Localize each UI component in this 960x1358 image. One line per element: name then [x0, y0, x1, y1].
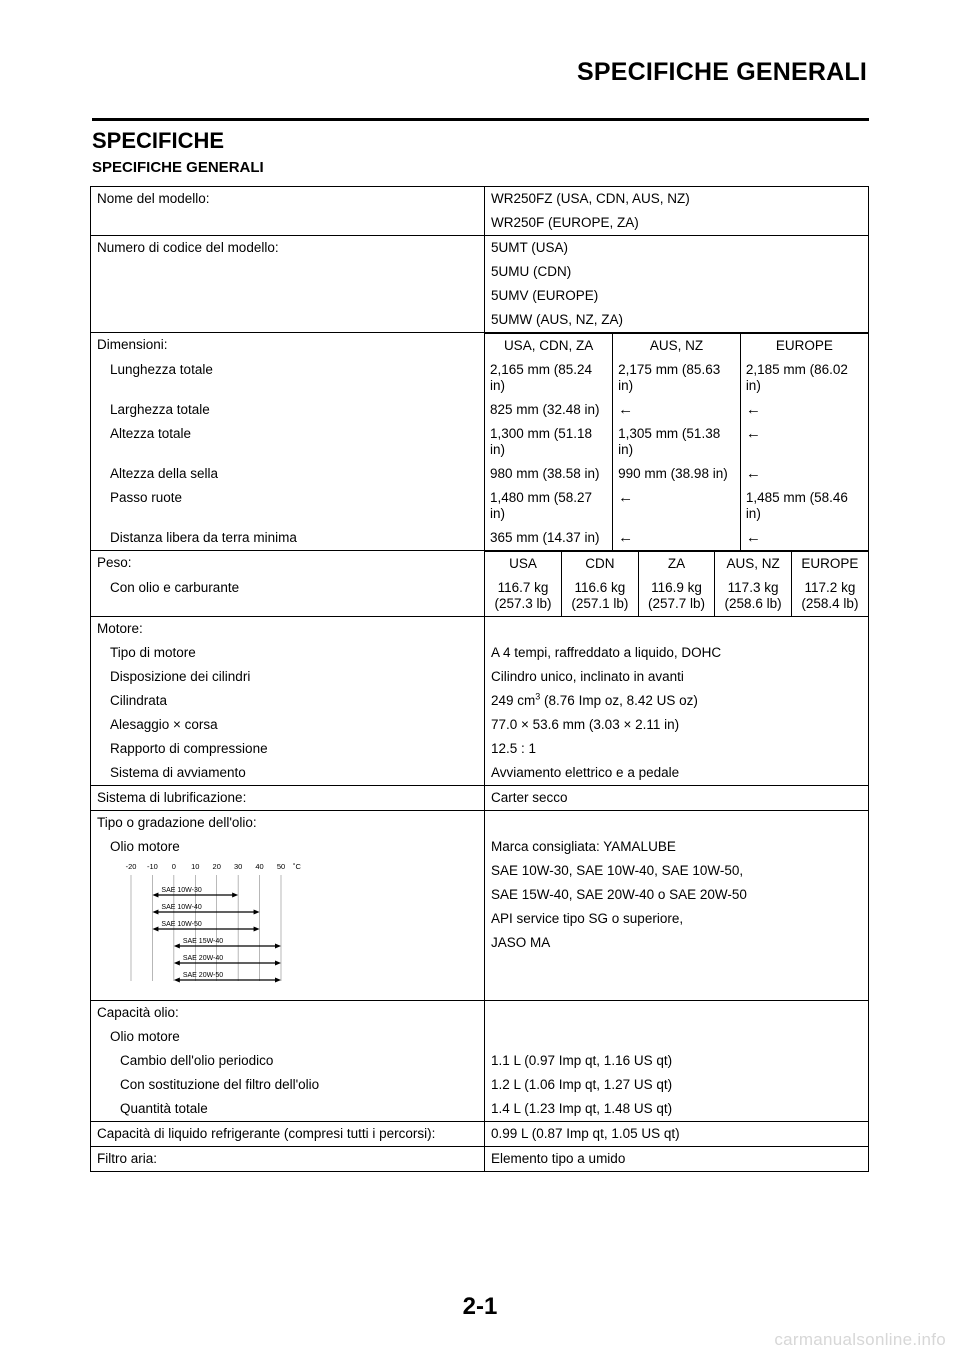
weight-cell: 116.6 kg (257.1 lb) [562, 576, 639, 616]
engine-row [91, 737, 869, 761]
spec-table [90, 186, 869, 1172]
lubrication-row [91, 786, 869, 811]
oil-type-row [91, 835, 869, 1001]
code-value: 5UMT (USA) [491, 240, 569, 255]
dimensions-cell: 2,185 mm (86.02 in) [740, 358, 868, 398]
oil-type-line: JASO MA [491, 935, 551, 950]
model-row [91, 187, 869, 212]
weight-cell: 117.2 kg (258.4 lb) [791, 576, 868, 616]
weight-col-header: EUROPE [791, 552, 868, 577]
weight-col-header: ZA [638, 552, 715, 577]
engine-row [91, 761, 869, 786]
page-number: 2-1 [462, 1293, 498, 1320]
model-value: WR250FZ (USA, CDN, AUS, NZ) [491, 191, 690, 206]
dimensions-row-label: Passo ruote [110, 490, 183, 505]
dimensions-row-label: Distanza libera da terra minima [110, 530, 297, 545]
dimensions-row [91, 422, 869, 462]
chart-range-arrow-left [174, 961, 180, 966]
chart-range-arrow-left [174, 944, 180, 949]
oil-type-line: Marca consigliata: YAMALUBE [491, 839, 676, 854]
dimensions-col-header: USA, CDN, ZA [485, 334, 613, 359]
code-value: 5UMU (CDN) [491, 264, 572, 279]
chart-range-arrow-right [275, 944, 281, 949]
oil-capacity-header-row [91, 1001, 869, 1026]
engine-row-value: A 4 tempi, raffreddato a liquido, DOHC [491, 645, 722, 660]
same-as-left-arrow-icon: ← [613, 398, 741, 422]
chart-tick-label: 10 [191, 862, 200, 871]
dimensions-row [91, 462, 869, 486]
engine-row-value: Cilindro unico, inclinato in avanti [491, 669, 684, 684]
engine-label: Motore: [97, 621, 143, 636]
chart-range-arrow-left [152, 910, 158, 915]
section-subtitle: SPECIFICHE GENERALI [92, 159, 264, 176]
oil-type-header-row [91, 811, 869, 836]
oil-type-sub-label: Olio motore [110, 839, 180, 854]
oil-capacity-row [91, 1097, 869, 1122]
dimensions-label: Dimensioni: [97, 337, 168, 352]
code-label: Numero di codice del modello: [97, 240, 279, 255]
engine-row-label: Cilindrata [110, 693, 168, 708]
code-row [91, 236, 869, 261]
same-as-left-arrow-icon: ← [740, 462, 868, 486]
chart-series-label: SAE 20W-50 [182, 972, 224, 979]
oil-capacity-row-label: Con sostituzione del filtro dell'olio [120, 1077, 320, 1092]
engine-row [91, 713, 869, 737]
engine-row [91, 665, 869, 689]
dimensions-cell: 825 mm (32.48 in) [490, 402, 600, 417]
dimensions-col-header: EUROPE [740, 334, 868, 359]
engine-row [91, 641, 869, 665]
oil-type-line: API service tipo SG o superiore, [491, 911, 684, 926]
coolant-row [91, 1122, 869, 1147]
dimensions-cell: 1,480 mm (58.27 in) [490, 490, 593, 521]
dimensions-cell: 1,300 mm (51.18 in) [490, 426, 593, 457]
oil-capacity-row [91, 1049, 869, 1073]
engine-row-value: Avviamento elettrico e a pedale [491, 765, 680, 780]
dimensions-cell: 2,165 mm (85.24 in) [490, 362, 593, 393]
model-label: Nome del modello: [97, 191, 210, 206]
engine-row-label: Rapporto di compressione [110, 741, 268, 756]
dimensions-row-label: Altezza della sella [110, 466, 219, 481]
section-title: SPECIFICHE [92, 128, 225, 153]
oil-viscosity-chart-svg [111, 859, 331, 989]
oil-type-line: SAE 10W-30, SAE 10W-40, SAE 10W-50, [491, 863, 744, 878]
chart-series-label: SAE 10W-30 [161, 887, 202, 894]
dimensions-cell: 365 mm (14.37 in) [490, 530, 600, 545]
chart-series-label: SAE 20W-40 [182, 955, 224, 962]
oil-capacity-sub-label: Olio motore [110, 1029, 180, 1044]
lubrication-label: Sistema di lubrificazione: [97, 790, 247, 805]
dimensions-col-header: AUS, NZ [613, 334, 741, 359]
chart-range-arrow-left [152, 927, 158, 932]
oil-capacity-label: Capacità olio: [97, 1005, 179, 1020]
dimensions-row-label: Larghezza totale [110, 402, 210, 417]
chart-tick-label: -10 [147, 862, 158, 871]
same-as-left-arrow-icon: ← [613, 526, 741, 550]
same-as-left-arrow-icon: ← [740, 398, 868, 422]
weight-row [91, 576, 869, 617]
dimensions-header-row [91, 333, 869, 359]
air-filter-row [91, 1147, 869, 1172]
same-as-left-arrow-icon: ← [740, 422, 868, 462]
weight-cell: 116.9 kg (257.7 lb) [638, 576, 715, 616]
header-rule [92, 118, 869, 121]
code-value: 5UMV (EUROPE) [491, 288, 599, 303]
dimensions-cell: 1,485 mm (58.46 in) [740, 486, 868, 526]
coolant-value: 0.99 L (0.87 Imp qt, 1.05 US qt) [491, 1126, 680, 1141]
engine-row-value: 77.0 × 53.6 mm (3.03 × 2.11 in) [491, 717, 680, 732]
chart-tick-label: 0 [171, 862, 176, 871]
model-value: WR250F (EUROPE, ZA) [491, 215, 639, 230]
same-as-left-arrow-icon: ← [613, 486, 741, 526]
engine-row-label: Alesaggio × corsa [110, 717, 218, 732]
weight-label: Peso: [97, 555, 132, 570]
dimensions-cell: 990 mm (38.98 in) [613, 462, 741, 486]
weight-col-header: USA [485, 552, 562, 577]
dimensions-row-label: Lunghezza totale [110, 362, 213, 377]
chart-range-arrow-left [174, 978, 180, 983]
chart-tick-label: 50 [276, 862, 286, 871]
oil-capacity-row-value: 1.2 L (1.06 Imp qt, 1.27 US qt) [491, 1077, 673, 1092]
oil-capacity-row-label: Quantità totale [120, 1101, 208, 1116]
weight-col-header: CDN [562, 552, 639, 577]
weight-cell: 117.3 kg (258.6 lb) [715, 576, 792, 616]
dimensions-row-label: Altezza totale [110, 426, 192, 441]
engine-row [91, 689, 869, 713]
oil-capacity-row-value: 1.4 L (1.23 Imp qt, 1.48 US qt) [491, 1101, 673, 1116]
dimensions-cell: 980 mm (38.58 in) [490, 466, 600, 481]
code-value: 5UMW (AUS, NZ, ZA) [491, 312, 623, 327]
chart-range-arrow-left [152, 893, 158, 898]
dimensions-row [91, 526, 869, 551]
engine-row-value: 249 $cm^3$ (8.76 Imp oz, 8.42 US oz) [491, 691, 698, 708]
coolant-label: Capacità di liquido refrigerante (compresi tutti i percorsi): [97, 1126, 436, 1141]
chart-series-label: SAE 10W-50 [161, 921, 202, 928]
chart-range-arrow-right [254, 910, 260, 915]
engine-row-label: Sistema di avviamento [110, 765, 246, 780]
dimensions-cell: 2,175 mm (85.63 in) [613, 358, 741, 398]
chart-range-arrow-right [275, 978, 281, 983]
lubrication-value: Carter secco [491, 790, 568, 805]
dimensions-row [91, 398, 869, 422]
air-filter-value: Elemento tipo a umido [491, 1151, 626, 1166]
air-filter-label: Filtro aria: [97, 1151, 158, 1166]
chart-tick-label: -20 [125, 862, 137, 871]
weight-row-label: Con olio e carburante [110, 580, 240, 595]
oil-capacity-row [91, 1073, 869, 1097]
oil-capacity-row-label: Cambio dell'olio periodico [120, 1053, 274, 1068]
watermark: carmanualsonline.info [774, 1330, 946, 1349]
oil-type-line: SAE 15W-40, SAE 20W-40 o SAE 20W-50 [491, 887, 747, 902]
chart-tick-label: 40 [255, 862, 264, 871]
same-as-left-arrow-icon: ← [740, 526, 868, 550]
page-header-title: SPECIFICHE GENERALI [577, 58, 867, 86]
oil-viscosity-chart [91, 859, 484, 989]
engine-row-label: Tipo di motore [110, 645, 196, 660]
dimensions-cell: 1,305 mm (51.38 in) [613, 422, 741, 462]
oil-capacity-row-value: 1.1 L (0.97 Imp qt, 1.16 US qt) [491, 1053, 673, 1068]
engine-row-value: 12.5 : 1 [491, 741, 537, 756]
chart-range-arrow-right [232, 893, 238, 898]
engine-row-label: Disposizione dei cilindri [110, 669, 251, 684]
oil-type-label: Tipo o gradazione dell'olio: [97, 815, 257, 830]
engine-header-row [91, 617, 869, 642]
chart-tick-label: 20 [212, 862, 221, 871]
chart-unit-label: ˚C [293, 862, 301, 871]
weight-col-header: AUS, NZ [715, 552, 792, 577]
weight-cell: 116.7 kg (257.3 lb) [494, 580, 552, 611]
dimensions-row [91, 358, 869, 398]
chart-range-arrow-right [254, 927, 260, 932]
dimensions-row [91, 486, 869, 526]
chart-tick-label: 30 [233, 862, 243, 871]
chart-series-label: SAE 15W-40 [182, 938, 224, 945]
weight-header-row [91, 551, 869, 577]
chart-range-arrow-right [275, 961, 281, 966]
chart-series-label: SAE 10W-40 [161, 904, 202, 911]
